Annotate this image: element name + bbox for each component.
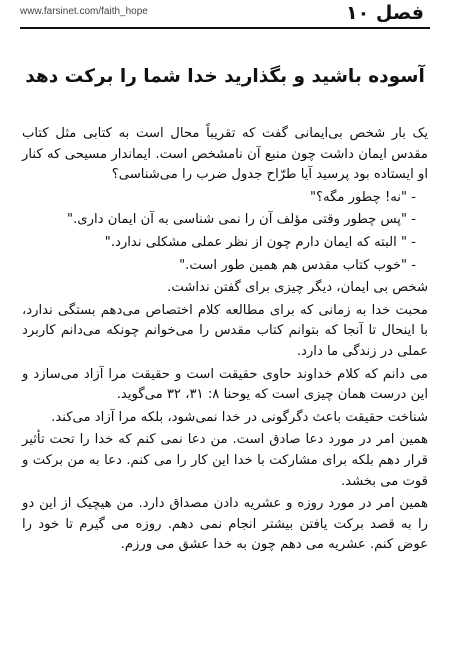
page-header <box>12 0 438 28</box>
paragraph: یک بار شخص بی‌ایمانی گفت که تقریباً محال است به کتابی مثل کتاب مقدس ایمان داشت چون منبع آن نامشخص است. ایماندار مسیحی که کنار او ایستاده بود پرسید آیا طرّاح جدول ضرب را می‌شناسی؟ <box>22 126 428 183</box>
chapter-label: فصل ۱۰ <box>346 2 424 24</box>
paragraph: شناخت حقیقت باعث دگرگونی در خدا نمی‌شود، بلکه مرا آزاد می‌کند. <box>51 409 428 425</box>
header-rule <box>20 27 430 29</box>
paragraph: محبت خدا به زمانی که برای مطالعه کلام اختصاص می‌دهم بستگی ندارد، با اینحال تا آنجا که بتوانم کتاب مقدس را می‌خوانم چونکه می‌دانم کاربرد عملی در زندگی ما دارد. <box>22 302 428 359</box>
paragraph: می دانم که کلام خداوند حاوی حقیقت است و حقیقت مرا آزاد می‌سازد و این درست همان چیزی است که یوحنا ۸: ۳۱، ۳۲ می‌گوید. <box>22 366 428 403</box>
dialogue-line: - "نه! چطور مگه؟" <box>309 189 416 205</box>
body-text <box>12 124 438 556</box>
source-url: www.farsinet.com/faith_hope <box>20 6 148 17</box>
chapter-title: آسوده باشید و بگذارید خدا شما را برکت دهد <box>25 66 425 87</box>
paragraph: همین امر در مورد روزه و عشریه دادن مصداق دارد. من هیچیک از این دو را به قصد برکت یافتن بیشتر انجام نمی دهم. روزه می گیرم تا خود را عوض کنم. عشریه می دهم چون به خدا عشق می ورزم. <box>22 496 428 553</box>
paragraph: شخص بی ایمان، دیگر چیزی برای گفتن نداشت. <box>167 280 428 296</box>
dialogue-line: - "خوب کتاب مقدس هم همین طور است." <box>179 257 416 273</box>
paragraph: همین امر در مورد دعا صادق است. من دعا نمی کنم که خدا را تحت تأثیر قرار دهم بلکه برای مشارکت با خدا این کار را می کنم. دعا به من برکت و قوت می بخشد. <box>22 432 428 489</box>
dialogue-line: - "پس چطور وقتی مؤلف آن را نمی شناسی به آن ایمان داری." <box>67 212 416 228</box>
dialogue-line: - " البته که ایمان دارم چون از نظر عملی مشکلی ندارد." <box>104 234 416 250</box>
